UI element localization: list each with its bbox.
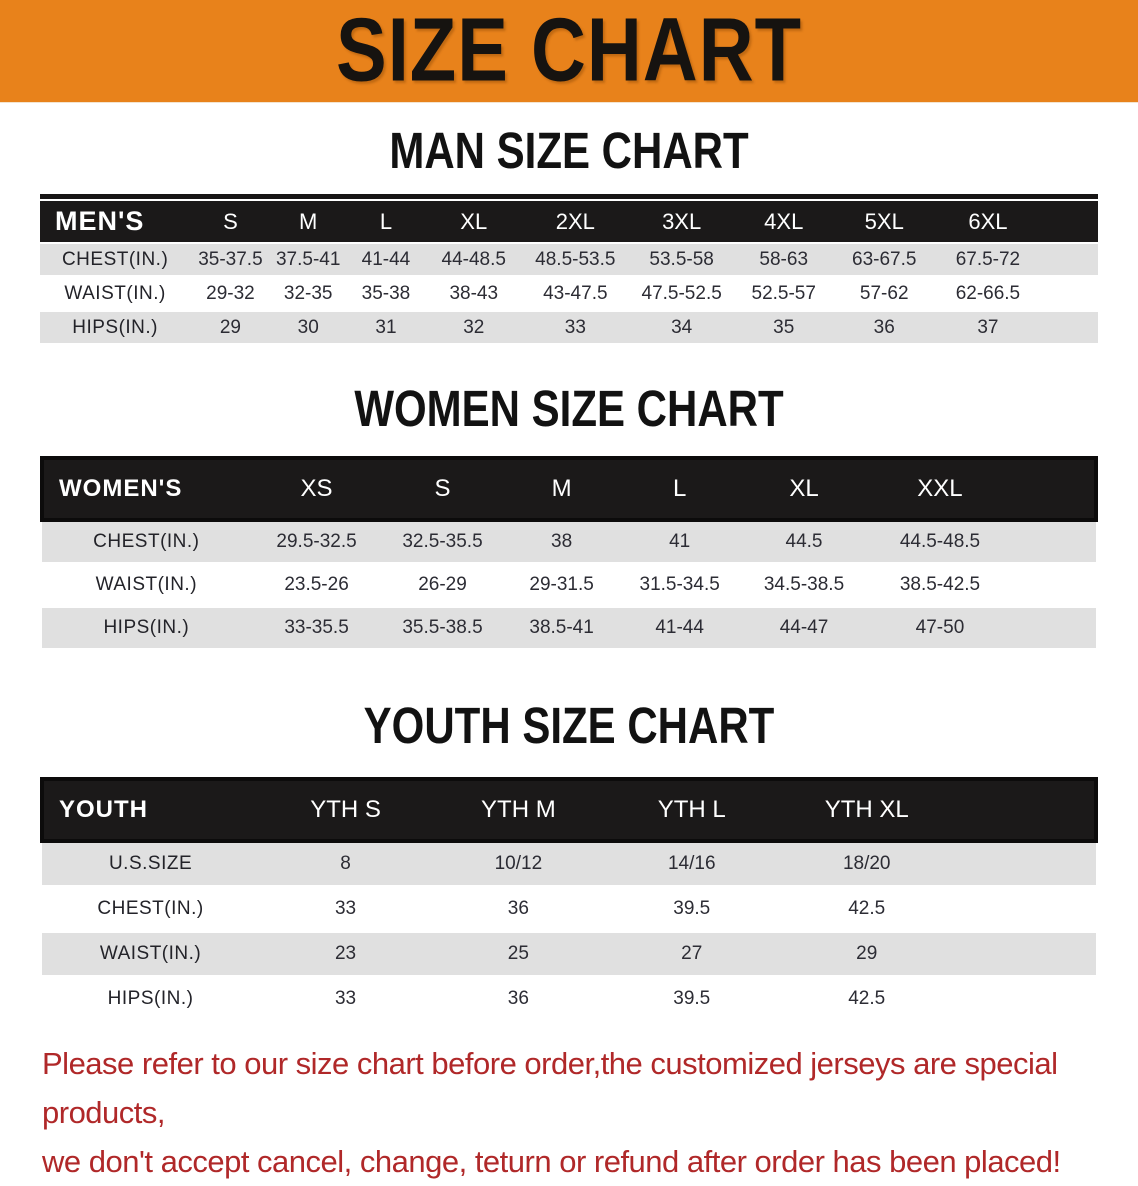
header-spacer-cell — [955, 779, 1096, 841]
size-value-cell: 31 — [346, 311, 426, 345]
table-header-row — [40, 201, 1098, 243]
men-section-heading: MAN SIZE CHART — [389, 121, 749, 180]
size-column-header: YTH S — [259, 779, 432, 841]
size-column-header: S — [382, 458, 502, 520]
size-value-cell: 63-67.5 — [833, 243, 935, 277]
size-column-header: 3XL — [629, 201, 734, 243]
size-value-cell: 25 — [432, 932, 605, 977]
size-value-cell: 32.5-35.5 — [382, 520, 502, 564]
size-value-cell: 62-66.5 — [935, 277, 1041, 311]
size-column-header: XL — [739, 458, 870, 520]
size-column-header: S — [190, 201, 270, 243]
size-value-cell: 44.5 — [739, 520, 870, 564]
size-value-cell: 36 — [833, 311, 935, 345]
size-column-header: L — [346, 201, 426, 243]
measurement-label: CHEST(IN.) — [42, 887, 259, 932]
measurement-label: CHEST(IN.) — [42, 520, 251, 564]
header-spacer-cell — [1041, 201, 1098, 243]
size-value-cell: 39.5 — [605, 887, 779, 932]
measurement-row — [42, 977, 1096, 1022]
measurement-label: HIPS(IN.) — [40, 311, 190, 345]
size-value-cell: 36 — [432, 887, 605, 932]
size-value-cell: 18/20 — [779, 841, 955, 887]
size-value-cell: 29.5-32.5 — [251, 520, 383, 564]
table-header-row — [42, 779, 1096, 841]
size-value-cell: 36 — [432, 977, 605, 1022]
size-column-header: XS — [251, 458, 383, 520]
size-value-cell: 29-32 — [190, 277, 270, 311]
size-value-cell: 38-43 — [426, 277, 521, 311]
row-spacer-cell — [955, 932, 1096, 977]
size-value-cell: 32 — [426, 311, 521, 345]
table-header-row — [42, 458, 1096, 520]
size-value-cell: 38 — [503, 520, 621, 564]
row-spacer-cell — [1011, 607, 1096, 650]
size-column-header: 6XL — [935, 201, 1041, 243]
row-spacer-cell — [955, 841, 1096, 887]
size-value-cell: 67.5-72 — [935, 243, 1041, 277]
measurement-label: WAIST(IN.) — [42, 564, 251, 607]
disclaimer-line-1: Please refer to our size chart before order,the customized jerseys are special products, — [42, 1046, 1058, 1130]
measurement-label: HIPS(IN.) — [42, 977, 259, 1022]
size-value-cell: 48.5-53.5 — [521, 243, 629, 277]
measurement-row — [42, 520, 1096, 564]
size-value-cell: 44-47 — [739, 607, 870, 650]
row-spacer-cell — [1041, 243, 1098, 277]
row-spacer-cell — [955, 977, 1096, 1022]
men-size-table — [40, 201, 1098, 346]
size-value-cell: 42.5 — [779, 977, 955, 1022]
size-value-cell: 37.5-41 — [271, 243, 346, 277]
disclaimer — [42, 1039, 1098, 1186]
measurement-row — [40, 277, 1098, 311]
measurement-row — [40, 311, 1098, 345]
size-column-header: XXL — [869, 458, 1010, 520]
size-column-header: 2XL — [521, 201, 629, 243]
size-value-cell: 35-37.5 — [190, 243, 270, 277]
size-value-cell: 52.5-57 — [734, 277, 833, 311]
disclaimer-line-2: we don't accept cancel, change, teturn or refund after order has been placed! — [42, 1144, 1061, 1179]
size-column-header: L — [621, 458, 739, 520]
size-value-cell: 41-44 — [621, 607, 739, 650]
row-spacer-cell — [1011, 564, 1096, 607]
measurement-label: WAIST(IN.) — [42, 932, 259, 977]
row-spacer-cell — [955, 887, 1096, 932]
measurement-row — [42, 841, 1096, 887]
size-value-cell: 23.5-26 — [251, 564, 383, 607]
size-value-cell: 10/12 — [432, 841, 605, 887]
size-value-cell: 41-44 — [346, 243, 426, 277]
size-value-cell: 33 — [259, 887, 432, 932]
page-title: SIZE CHART — [336, 0, 802, 101]
size-value-cell: 29-31.5 — [503, 564, 621, 607]
size-column-header: YTH L — [605, 779, 779, 841]
men-table-topline — [40, 194, 1098, 199]
header-spacer-cell — [1011, 458, 1096, 520]
size-value-cell: 29 — [190, 311, 270, 345]
size-value-cell: 58-63 — [734, 243, 833, 277]
size-value-cell: 34 — [629, 311, 734, 345]
measurement-label: U.S.SIZE — [42, 841, 259, 887]
size-value-cell: 26-29 — [382, 564, 502, 607]
measurement-row — [42, 564, 1096, 607]
women-section-heading: WOMEN SIZE CHART — [354, 379, 784, 438]
youth-section-heading: YOUTH SIZE CHART — [363, 696, 775, 755]
size-value-cell: 14/16 — [605, 841, 779, 887]
size-column-header: M — [503, 458, 621, 520]
size-value-cell: 8 — [259, 841, 432, 887]
size-value-cell: 53.5-58 — [629, 243, 734, 277]
size-value-cell: 33 — [259, 977, 432, 1022]
women-section — [0, 379, 1138, 651]
table-group-label: WOMEN'S — [42, 458, 251, 520]
size-value-cell: 47.5-52.5 — [629, 277, 734, 311]
size-column-header: YTH M — [432, 779, 605, 841]
measurement-label: CHEST(IN.) — [40, 243, 190, 277]
measurement-row — [42, 932, 1096, 977]
men-section — [0, 121, 1138, 346]
row-spacer-cell — [1041, 277, 1098, 311]
size-value-cell: 38.5-41 — [503, 607, 621, 650]
youth-size-table — [40, 777, 1098, 1023]
measurement-label: HIPS(IN.) — [42, 607, 251, 650]
size-value-cell: 39.5 — [605, 977, 779, 1022]
women-size-table — [40, 456, 1098, 651]
table-group-label: YOUTH — [42, 779, 259, 841]
size-value-cell: 41 — [621, 520, 739, 564]
size-value-cell: 33-35.5 — [251, 607, 383, 650]
size-value-cell: 32-35 — [271, 277, 346, 311]
size-value-cell: 37 — [935, 311, 1041, 345]
size-value-cell: 33 — [521, 311, 629, 345]
size-value-cell: 34.5-38.5 — [739, 564, 870, 607]
row-spacer-cell — [1011, 520, 1096, 564]
size-column-header: YTH XL — [779, 779, 955, 841]
size-value-cell: 44.5-48.5 — [869, 520, 1010, 564]
size-value-cell: 38.5-42.5 — [869, 564, 1010, 607]
size-value-cell: 29 — [779, 932, 955, 977]
measurement-label: WAIST(IN.) — [40, 277, 190, 311]
size-value-cell: 35-38 — [346, 277, 426, 311]
measurement-row — [40, 243, 1098, 277]
size-value-cell: 27 — [605, 932, 779, 977]
row-spacer-cell — [1041, 311, 1098, 345]
size-value-cell: 30 — [271, 311, 346, 345]
size-column-header: 4XL — [734, 201, 833, 243]
banner — [0, 0, 1138, 103]
size-value-cell: 42.5 — [779, 887, 955, 932]
size-column-header: 5XL — [833, 201, 935, 243]
size-value-cell: 44-48.5 — [426, 243, 521, 277]
youth-section — [0, 696, 1138, 1023]
size-value-cell: 23 — [259, 932, 432, 977]
size-column-header: XL — [426, 201, 521, 243]
size-column-header: M — [271, 201, 346, 243]
measurement-row — [42, 607, 1096, 650]
size-value-cell: 31.5-34.5 — [621, 564, 739, 607]
size-value-cell: 35 — [734, 311, 833, 345]
size-value-cell: 47-50 — [869, 607, 1010, 650]
table-group-label: MEN'S — [40, 201, 190, 243]
size-value-cell: 57-62 — [833, 277, 935, 311]
size-value-cell: 35.5-38.5 — [382, 607, 502, 650]
size-value-cell: 43-47.5 — [521, 277, 629, 311]
measurement-row — [42, 887, 1096, 932]
